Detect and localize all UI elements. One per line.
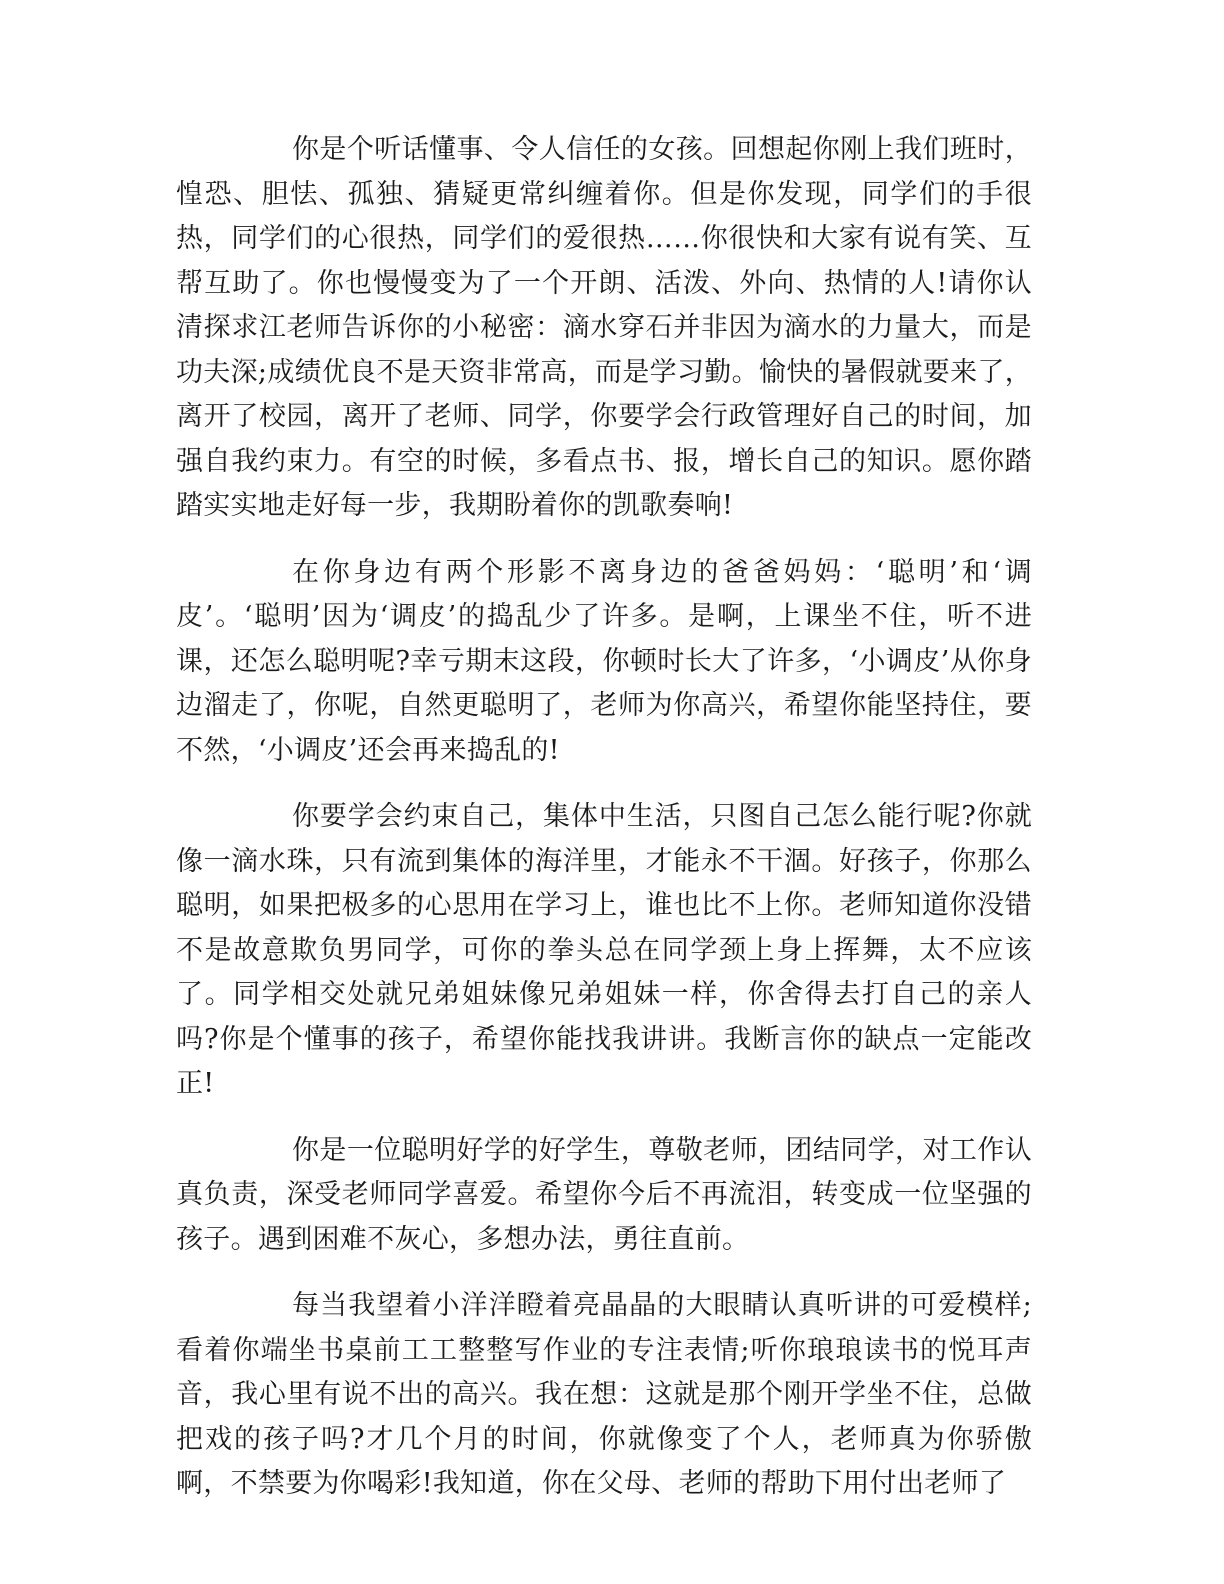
paragraph-1: 你是个听话懂事、令人信任的女孩。回想起你刚上我们班时，惶恐、胆怯、孤独、猜疑更常纠缠着你。但是你发现，同学们的手很热，同学们的心很热，同学们的爱很热……你很快和大家有说有笑、互帮互助了。你也慢慢变为了一个开朗、活泼、外向、热情的人!请你认清探求江老师告诉你的小秘密：滴水穿石并非因为滴水的力量大，而是功夫深;成绩优良不是天资非常高，而是学习勤。愉快的暑假就要来了，离开了校园，离开了老师、同学，你要学会行政管理好自己的时间，加强自我约束力。有空的时候，多看点书、报，增长自己的知识。愿你踏踏实实地走好每一步，我期盼着你的凯歌奏响! bbox=[176, 134, 1032, 521]
paragraph-5: 每当我望着小洋洋瞪着亮晶晶的大眼睛认真听讲的可爱模样;看着你端坐书桌前工工整整写作业的专注表情;听你琅琅读书的悦耳声音，我心里有说不出的高兴。我在想：这就是那个刚开学坐不住，总做把戏的孩子吗?才几个月的时间，你就像变了个人，老师真为你骄傲啊，不禁要为你喝彩!我知道，你在父母、老师的帮助下用付出老师了 bbox=[176, 1290, 1032, 1499]
paragraph-4: 你是一位聪明好学的好学生，尊敬老师，团结同学，对工作认真负责，深受老师同学喜爱。希望你今后不再流泪，转变成一位坚强的孩子。遇到困难不灰心，多想办法，勇往直前。 bbox=[176, 1134, 1032, 1255]
paragraph-2: 在你身边有两个形影不离身边的爸爸妈妈：‘聪明’和‘调皮’。‘聪明’因为‘调皮’的捣乱少了许多。是啊，上课坐不住，听不进课，还怎么聪明呢?幸亏期末这段，你顿时长大了许多，‘小调皮’从你身边溜走了，你呢，自然更聪明了，老师为你高兴，希望你能坚持住，要不然，‘小调皮’还会再来捣乱的! bbox=[176, 556, 1032, 766]
paragraph-3: 你要学会约束自己，集体中生活，只图自己怎么能行呢?你就像一滴水珠，只有流到集体的海洋里，才能永不干涸。好孩子，你那么聪明，如果把极多的心思用在学习上，谁也比不上你。老师知道你没错不是故意欺负男同学，可你的拳头总在同学颈上身上挥舞，太不应该了。同学相交处就兄弟姐妹像兄弟姐妹一样，你舍得去打自己的亲人吗?你是个懂事的孩子，希望你能找我讲讲。我断言你的缺点一定能改正! bbox=[176, 801, 1032, 1099]
document-page bbox=[176, 128, 1032, 1529]
